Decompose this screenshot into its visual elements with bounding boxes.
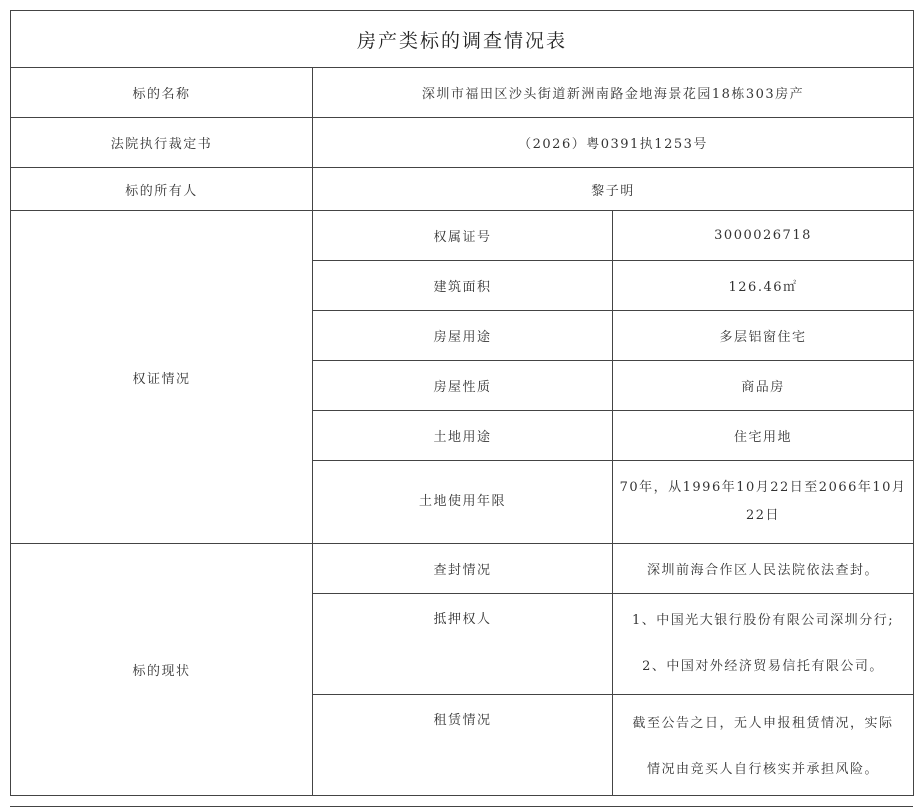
floor-area-label: 建筑面积 xyxy=(313,261,613,311)
certificate-number-label: 权属证号 xyxy=(313,211,613,261)
land-term-label: 土地使用年限 xyxy=(313,461,613,544)
court-ruling-value: （2026）粤0391执1253号 xyxy=(313,118,914,168)
land-term-value: 70年，从1996年10月22日至2066年10月22日 xyxy=(613,461,914,544)
seizure-value: 深圳前海合作区人民法院依法查封。 xyxy=(613,544,914,594)
owner-value: 黎子明 xyxy=(313,168,914,211)
property-survey-table xyxy=(10,10,914,796)
floor-area-value: 126.46㎡ xyxy=(613,261,914,311)
seizure-label: 查封情况 xyxy=(313,544,613,594)
lease-value xyxy=(613,695,914,796)
mortgagee-line-2: 2、中国对外经济贸易信托有限公司。 xyxy=(642,659,884,674)
bottom-divider xyxy=(10,806,913,807)
owner-label: 标的所有人 xyxy=(11,168,313,211)
house-nature-value: 商品房 xyxy=(613,361,914,411)
mortgagee-value xyxy=(613,594,914,695)
house-nature-label: 房屋性质 xyxy=(313,361,613,411)
court-ruling-label: 法院执行裁定书 xyxy=(11,118,313,168)
property-name-value: 深圳市福田区沙头街道新洲南路金地海景花园18栋303房产 xyxy=(313,68,914,118)
mortgagee-line-1: 1、中国光大银行股份有限公司深圳分行; xyxy=(631,613,895,628)
table-title: 房产类标的调查情况表 xyxy=(11,11,914,68)
house-use-label: 房屋用途 xyxy=(313,311,613,361)
status-section-label: 标的现状 xyxy=(11,544,313,796)
lease-line-1: 截至公告之日，无人申报租赁情况，实际 xyxy=(632,716,894,731)
house-use-value: 多层铝窗住宅 xyxy=(613,311,914,361)
land-use-value: 住宅用地 xyxy=(613,411,914,461)
lease-line-2: 情况由竞买人自行核实并承担风险。 xyxy=(647,762,880,777)
mortgagee-label: 抵押权人 xyxy=(313,594,613,695)
land-use-label: 土地用途 xyxy=(313,411,613,461)
certificate-number-value: 3000026718 xyxy=(613,211,914,261)
lease-label: 租赁情况 xyxy=(313,695,613,796)
property-name-label: 标的名称 xyxy=(11,68,313,118)
title-section-label: 权证情况 xyxy=(11,211,313,544)
